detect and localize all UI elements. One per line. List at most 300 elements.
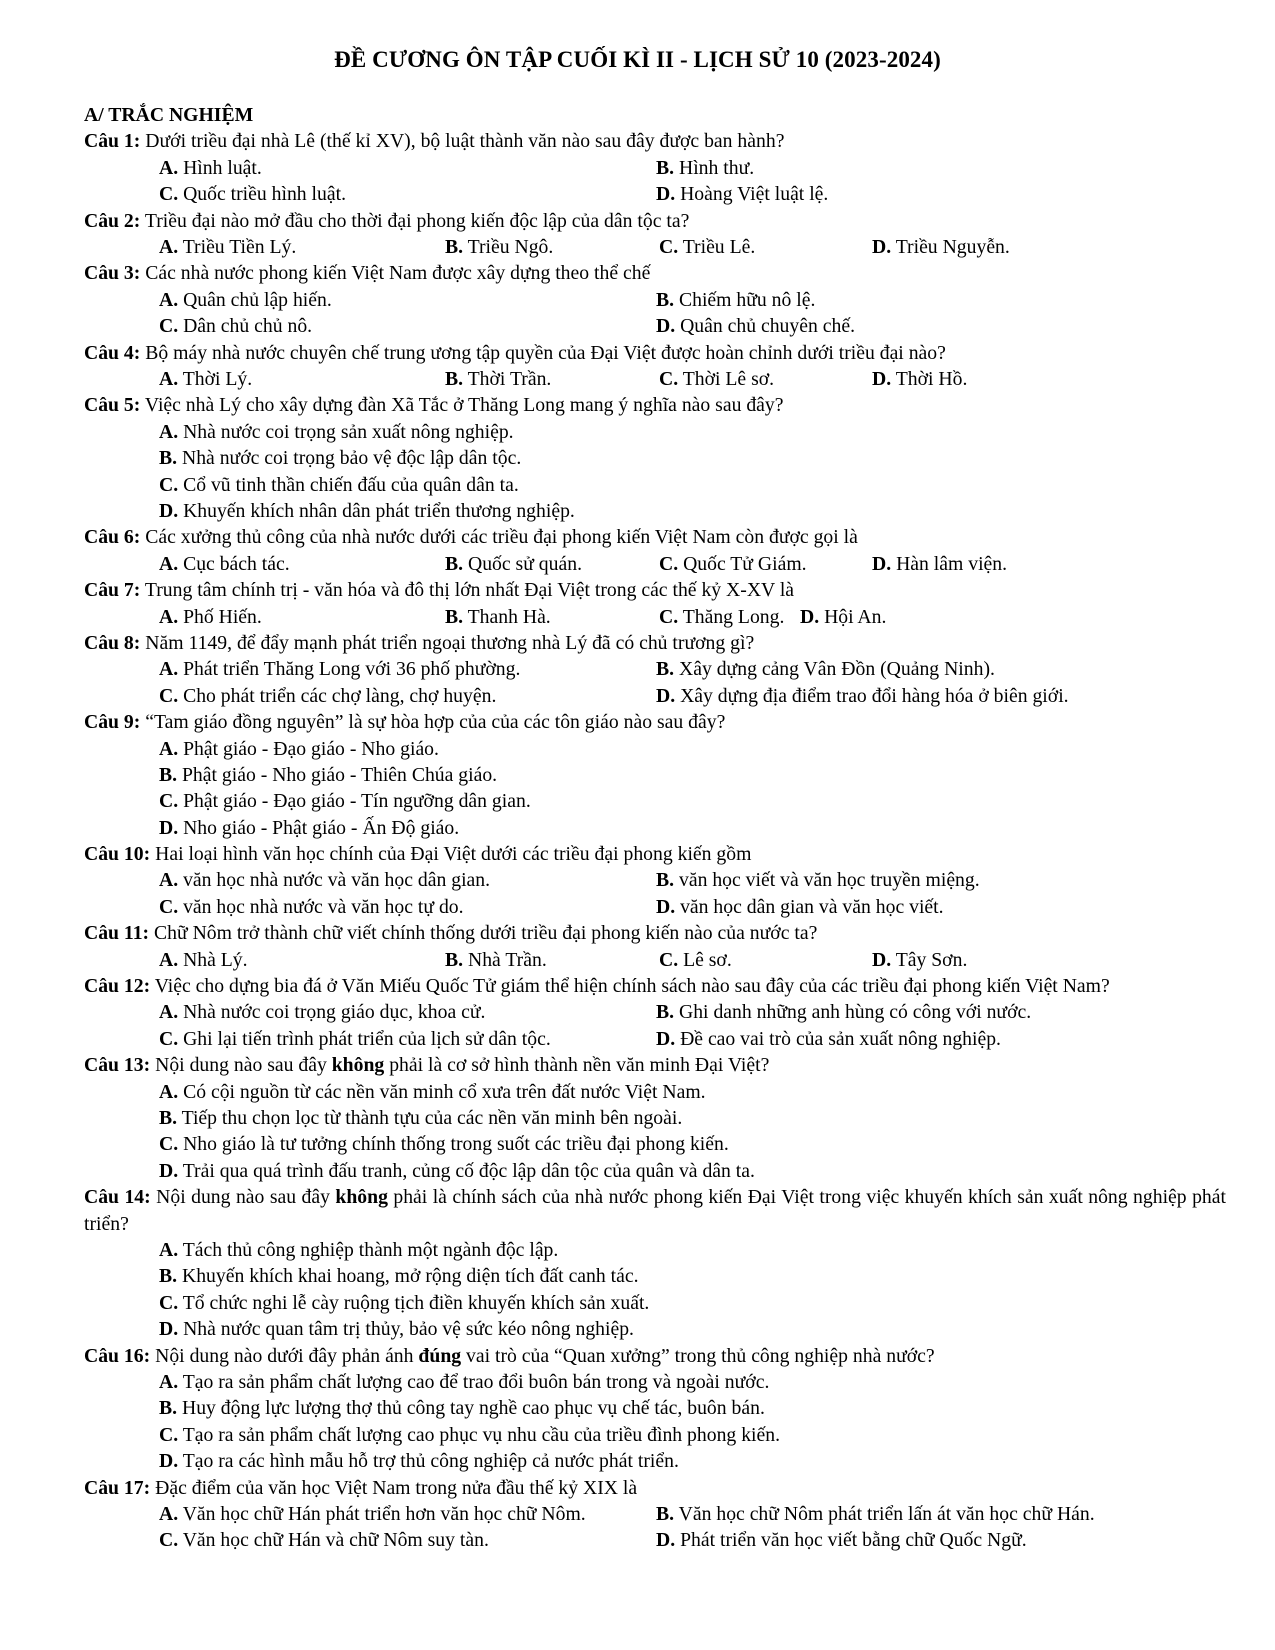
answer-option: [872, 947, 967, 973]
question-text: Các xưởng thủ công của nhà nước dưới các triều đại phong kiến Việt Nam còn được gọi là: [140, 526, 858, 549]
answer-option: [159, 155, 262, 181]
option-row: [84, 1131, 1226, 1157]
question-emphasis: đúng: [418, 1344, 462, 1367]
answer-options: [84, 1237, 1226, 1343]
option-text: Có cội nguồn từ các nền văn minh cổ xưa trên đất nước Việt Nam.: [178, 1080, 706, 1103]
option-row: [84, 683, 1226, 709]
answer-option: [656, 287, 815, 313]
answer-option: [159, 1107, 682, 1129]
answer-options: [84, 999, 1226, 1052]
answer-option: [159, 1081, 706, 1103]
option-text: Ghi danh những anh hùng có công với nước.: [674, 1001, 1032, 1024]
option-text: Nhà nước coi trọng sản xuất nông nghiệp.: [178, 420, 514, 443]
option-text: văn học dân gian và văn học viết.: [675, 895, 944, 918]
question-text: Trung tâm chính trị - văn hóa và đô thị lớn nhất Đại Việt trong các thế kỷ X-XV là: [140, 579, 795, 602]
option-text: Nhà nước coi trọng bảo vệ độc lập dân tộc.: [177, 447, 522, 470]
option-letter: B.: [656, 288, 675, 311]
question-stem: [84, 392, 1226, 418]
question-item: [84, 128, 1226, 207]
answer-option: [159, 683, 496, 709]
answer-option: [659, 366, 774, 392]
question-text: “Tam giáo đồng nguyên” là sự hòa hợp của của các tôn giáo nào sau đây?: [140, 711, 726, 734]
option-letter: A.: [159, 1502, 179, 1525]
option-letter: D.: [656, 183, 676, 206]
option-row: [84, 1263, 1226, 1289]
answer-option: [800, 604, 886, 630]
question-stem: [84, 973, 1226, 999]
answer-option: [159, 1239, 558, 1261]
question-text-cont: phải là cơ sở hình thành nền văn minh Đại Việt?: [384, 1054, 770, 1077]
option-text: Thăng Long.: [678, 605, 785, 628]
question-text: Nội dung nào sau đây: [150, 1054, 332, 1077]
question-item: [84, 1343, 1226, 1475]
option-row: [84, 287, 1226, 313]
option-text: Hình thư.: [674, 156, 755, 179]
question-stem: [84, 1475, 1226, 1501]
option-row: [84, 1369, 1226, 1395]
option-letter: A.: [159, 948, 179, 971]
answer-options: [84, 604, 1226, 630]
option-text: Tiếp thu chọn lọc từ thành tựu của các nền văn minh bên ngoài.: [177, 1107, 683, 1130]
question-item: [84, 1184, 1226, 1342]
option-row: [84, 234, 1226, 260]
option-letter: A.: [159, 288, 179, 311]
option-letter: C.: [159, 1133, 179, 1156]
answer-options: [84, 656, 1226, 709]
option-letter: D.: [872, 235, 892, 258]
question-text: Năm 1149, để đẩy mạnh phát triển ngoại thương nhà Lý đã có chủ trương gì?: [140, 631, 755, 654]
option-text: Nhà Trần.: [463, 948, 547, 971]
option-letter: B.: [656, 156, 675, 179]
question-emphasis: không: [331, 1054, 385, 1077]
answer-option: [872, 551, 1007, 577]
question-text: Việc nhà Lý cho xây dựng đàn Xã Tắc ở Thăng Long mang ý nghĩa nào sau đây?: [140, 394, 784, 417]
answer-options: [84, 867, 1226, 920]
option-text: Văn học chữ Nôm phát triển lấn át văn học chữ Hán.: [674, 1502, 1095, 1525]
answer-option: [159, 447, 521, 469]
answer-option: [872, 234, 1010, 260]
answer-option: [159, 1292, 649, 1314]
question-stem: [84, 841, 1226, 867]
option-letter: B.: [159, 447, 178, 470]
option-row: [84, 762, 1226, 788]
option-text: Tách thủ công nghiệp thành một ngành độc lập.: [178, 1239, 559, 1262]
option-text: Xây dựng cảng Vân Đồn (Quảng Ninh).: [674, 658, 995, 681]
document-title: ĐỀ CƯƠNG ÔN TẬP CUỐI KÌ II - LỊCH SỬ 10 (2023-2024): [334, 47, 941, 72]
question-number: Câu 2:: [84, 209, 141, 232]
option-text: Đề cao vai trò của sản xuất nông nghiệp.: [675, 1027, 1001, 1050]
option-letter: D.: [872, 367, 892, 390]
option-letter: C.: [159, 1529, 179, 1552]
option-row: [84, 1527, 1226, 1553]
question-text: Triều đại nào mở đầu cho thời đại phong kiến độc lập của dân tộc ta?: [140, 209, 690, 232]
option-letter: B.: [445, 605, 464, 628]
question-text: Các nhà nước phong kiến Việt Nam được xây dựng theo thể chế: [140, 262, 651, 285]
question-number: Câu 14:: [84, 1186, 151, 1209]
option-letter: C.: [659, 605, 679, 628]
question-text: Bộ máy nhà nước chuyên chế trung ương tập quyền của Đại Việt được hoàn chỉnh dưới triều đại nào?: [140, 341, 946, 364]
option-row: [84, 1448, 1226, 1474]
option-letter: C.: [659, 948, 679, 971]
answer-option: [159, 656, 520, 682]
option-letter: B.: [656, 658, 675, 681]
option-letter: C.: [159, 1291, 179, 1314]
question-number: Câu 7:: [84, 579, 141, 602]
option-text: Quốc sử quán.: [463, 552, 582, 575]
option-row: [84, 1158, 1226, 1184]
option-row: [84, 445, 1226, 471]
option-letter: B.: [656, 1502, 675, 1525]
option-letter: C.: [159, 315, 179, 338]
option-row: [84, 894, 1226, 920]
answer-options: [84, 1079, 1226, 1185]
option-text: Khuyến khích nhân dân phát triển thương nghiệp.: [178, 499, 575, 522]
question-item: [84, 973, 1226, 1052]
option-text: Xây dựng địa điểm trao đổi hàng hóa ở biên giới.: [675, 684, 1069, 707]
question-stem: [84, 260, 1226, 286]
option-letter: D.: [656, 684, 676, 707]
answer-option: [445, 947, 547, 973]
question-stem: [84, 1343, 1226, 1369]
answer-option: [159, 894, 464, 920]
option-letter: D.: [159, 499, 179, 522]
question-number: Câu 16:: [84, 1344, 151, 1367]
answer-option: [659, 604, 784, 630]
question-stem: [84, 1052, 1226, 1078]
option-row: [84, 656, 1226, 682]
answer-option: [159, 1265, 639, 1287]
question-item: [84, 709, 1226, 841]
answer-options: [84, 1501, 1226, 1554]
option-letter: D.: [159, 1318, 179, 1341]
answer-option: [659, 234, 755, 260]
answer-option: [656, 1527, 1027, 1553]
question-item: [84, 340, 1226, 393]
option-letter: A.: [159, 605, 179, 628]
option-text: Phật giáo - Đạo giáo - Tín ngưỡng dân gian.: [178, 790, 531, 813]
question-number: Câu 6:: [84, 526, 141, 549]
answer-option: [159, 947, 248, 973]
answer-option: [159, 287, 332, 313]
option-text: Tổ chức nghi lễ cày ruộng tịch điền khuyến khích sản xuất.: [178, 1291, 650, 1314]
option-text: Tạo ra sản phẩm chất lượng cao để trao đổi buôn bán trong và ngoài nước.: [178, 1371, 770, 1393]
answer-option: [445, 604, 551, 630]
answer-option: [159, 551, 290, 577]
option-row: [84, 1395, 1226, 1421]
question-number: Câu 5:: [84, 394, 141, 417]
option-text: Triều Nguyễn.: [891, 235, 1010, 258]
option-letter: C.: [159, 473, 179, 496]
option-text: Cổ vũ tinh thần chiến đấu của quân dân ta.: [178, 473, 519, 496]
option-text: Huy động lực lượng thợ thủ công tay nghề cao phục vụ chế tác, buôn bán.: [177, 1397, 765, 1420]
question-stem: [84, 208, 1226, 234]
option-row: [84, 472, 1226, 498]
option-letter: A.: [159, 869, 179, 892]
answer-option: [159, 1133, 729, 1155]
question-stem: [84, 709, 1226, 735]
question-number: Câu 13:: [84, 1054, 151, 1077]
option-text: Quân chủ chuyên chế.: [675, 315, 855, 338]
question-stem: [84, 630, 1226, 656]
option-row: [84, 1290, 1226, 1316]
question-number: Câu 17:: [84, 1476, 151, 1499]
option-letter: A.: [159, 1080, 179, 1103]
option-letter: D.: [159, 816, 179, 839]
option-letter: D.: [872, 948, 892, 971]
option-row: [84, 155, 1226, 181]
option-text: Hội An.: [819, 605, 887, 628]
option-letter: D.: [656, 895, 676, 918]
question-text-cont: vai trò của “Quan xưởng” trong thủ công nghiệp nhà nước?: [461, 1344, 935, 1367]
answer-option: [159, 234, 296, 260]
option-row: [84, 815, 1226, 841]
option-letter: D.: [656, 1027, 676, 1050]
question-text: Đặc điểm của văn học Việt Nam trong nửa đầu thế kỷ XIX là: [150, 1476, 638, 1499]
answer-option: [159, 604, 262, 630]
answer-option: [656, 656, 995, 682]
option-letter: B.: [445, 235, 464, 258]
option-letter: D.: [800, 605, 820, 628]
question-text: Nội dung nào dưới đây phản ánh: [150, 1344, 419, 1367]
answer-option: [159, 1501, 586, 1527]
question-item: [84, 630, 1226, 709]
question-number: Câu 8:: [84, 631, 141, 654]
answer-option: [159, 474, 519, 496]
question-stem: [84, 128, 1226, 154]
option-letter: C.: [659, 552, 679, 575]
option-text: Phát triển văn học viết bằng chữ Quốc Ngữ.: [675, 1529, 1027, 1552]
option-row: [84, 947, 1226, 973]
answer-option: [159, 313, 312, 339]
option-row: [84, 1316, 1226, 1342]
option-row: [84, 551, 1226, 577]
option-letter: A.: [159, 1001, 179, 1024]
answer-options: [84, 736, 1226, 842]
question-text-cont: phải là chính sách của nhà nước phong kiến Đại Việt trong việc khuyến khích sản xuất nông nghiệp phát triển?: [84, 1186, 1226, 1235]
option-text: Dân chủ chủ nô.: [178, 315, 313, 338]
option-text: Lê sơ.: [678, 948, 732, 971]
answer-option: [159, 500, 575, 522]
answer-option: [159, 1318, 634, 1340]
answer-options: [84, 551, 1226, 577]
answer-option: [872, 366, 967, 392]
option-letter: A.: [159, 156, 179, 179]
answer-option: [656, 1501, 1095, 1527]
option-row: [84, 1237, 1226, 1263]
option-row: [84, 736, 1226, 762]
option-text: Thời Lê sơ.: [678, 367, 775, 390]
option-text: Quốc triều hình luật.: [178, 183, 346, 206]
option-text: Thời Hồ.: [891, 367, 968, 390]
answer-option: [159, 1527, 489, 1553]
answer-option: [656, 1026, 1001, 1052]
option-text: văn học nhà nước và văn học tự do.: [178, 895, 464, 918]
option-text: Chiếm hữu nô lệ.: [674, 288, 816, 311]
question-item: [84, 208, 1226, 261]
option-text: Văn học chữ Hán phát triển hơn văn học chữ Nôm.: [178, 1502, 586, 1525]
option-row: [84, 1422, 1226, 1448]
option-text: Nho giáo - Phật giáo - Ấn Độ giáo.: [178, 816, 460, 839]
option-row: [84, 313, 1226, 339]
option-letter: A.: [159, 658, 179, 681]
answer-option: [159, 1160, 755, 1182]
answer-options: [84, 1369, 1226, 1475]
answer-option: [159, 181, 346, 207]
question-number: Câu 11:: [84, 922, 150, 945]
option-text: Tạo ra các hình mẫu hỗ trợ thủ công nghiệp cả nước phát triển.: [178, 1450, 679, 1473]
answer-option: [659, 551, 807, 577]
answer-option: [159, 1450, 679, 1472]
answer-option: [159, 817, 459, 839]
option-letter: B.: [159, 763, 178, 786]
option-letter: B.: [445, 367, 464, 390]
answer-option: [656, 313, 855, 339]
option-letter: C.: [659, 235, 679, 258]
answer-option: [159, 999, 485, 1025]
question-item: [84, 1475, 1226, 1554]
option-text: Hoàng Việt luật lệ.: [675, 183, 829, 206]
answer-option: [445, 366, 551, 392]
option-text: Cho phát triển các chợ làng, chợ huyện.: [178, 684, 497, 707]
question-list: [84, 102, 1226, 1554]
option-letter: A.: [159, 367, 179, 390]
option-row: [84, 867, 1226, 893]
option-letter: D.: [159, 1159, 179, 1182]
option-row: [84, 1105, 1226, 1131]
option-row: [84, 181, 1226, 207]
question-number: Câu 10:: [84, 843, 151, 866]
answer-option: [159, 421, 514, 443]
option-letter: A.: [159, 552, 179, 575]
option-letter: B.: [159, 1107, 178, 1130]
option-text: Cục bách tác.: [178, 552, 290, 575]
question-item: [84, 841, 1226, 920]
answer-option: [445, 234, 553, 260]
option-letter: D.: [656, 315, 676, 338]
question-text: Chữ Nôm trở thành chữ viết chính thống dưới triều đại phong kiến nào của nước ta?: [149, 922, 818, 945]
question-text: Việc cho dựng bia đá ở Văn Miếu Quốc Tử giám thể hiện chính sách nào sau đây của các triều đại phong kiến Việt Nam?: [150, 975, 1110, 998]
answer-option: [159, 1424, 780, 1446]
answer-options: [84, 419, 1226, 525]
question-item: [84, 524, 1226, 577]
option-letter: C.: [159, 1423, 179, 1446]
answer-option: [656, 894, 944, 920]
question-text: Nội dung nào sau đây: [150, 1186, 336, 1209]
question-stem: [84, 524, 1226, 550]
answer-option: [159, 764, 497, 786]
answer-option: [159, 790, 531, 812]
question-item: [84, 260, 1226, 339]
question-number: Câu 4:: [84, 341, 141, 364]
option-text: Phật giáo - Nho giáo - Thiên Chúa giáo.: [177, 763, 498, 786]
option-text: Nhà nước quan tâm trị thủy, bảo vệ sức kéo nông nghiệp.: [178, 1318, 634, 1341]
answer-option: [656, 683, 1069, 709]
option-letter: B.: [445, 948, 464, 971]
option-letter: D.: [656, 1529, 676, 1552]
option-text: Triều Ngô.: [463, 235, 554, 258]
option-letter: A.: [159, 1239, 179, 1262]
option-text: Quân chủ lập hiến.: [178, 288, 332, 311]
answer-options: [84, 234, 1226, 260]
question-item: [84, 392, 1226, 524]
answer-option: [656, 181, 828, 207]
question-text: Dưới triều đại nhà Lê (thế kỉ XV), bộ luật thành văn nào sau đây được ban hành?: [140, 130, 785, 153]
option-letter: C.: [159, 684, 179, 707]
option-text: Thời Lý.: [178, 367, 253, 390]
option-letter: D.: [872, 552, 892, 575]
question-stem: [84, 920, 1226, 946]
answer-option: [445, 551, 582, 577]
question-number: Câu 9:: [84, 711, 141, 734]
option-row: [84, 604, 1226, 630]
answer-option: [159, 1397, 765, 1419]
option-letter: A.: [159, 235, 179, 258]
option-text: Hàn lâm viện.: [891, 552, 1008, 575]
option-text: Phố Hiến.: [178, 605, 262, 628]
answer-option: [159, 366, 252, 392]
option-row: [84, 1079, 1226, 1105]
option-letter: A.: [159, 737, 179, 760]
question-text: Hai loại hình văn học chính của Đại Việt dưới các triều đại phong kiến gồm: [150, 843, 752, 866]
option-text: Nhà nước coi trọng giáo dục, khoa cử.: [178, 1001, 486, 1024]
option-text: Hình luật.: [178, 156, 262, 179]
option-text: Tây Sơn.: [891, 948, 968, 971]
answer-option: [159, 1371, 769, 1393]
question-item: [84, 920, 1226, 973]
option-letter: A.: [159, 420, 179, 443]
option-row: [84, 999, 1226, 1025]
option-text: Phật giáo - Đạo giáo - Nho giáo.: [178, 737, 439, 760]
section-heading: A/ TRẮC NGHIỆM: [84, 104, 254, 126]
option-text: Khuyến khích khai hoang, mở rộng diện tích đất canh tác.: [177, 1265, 639, 1288]
option-letter: C.: [159, 183, 179, 206]
answer-option: [159, 1026, 551, 1052]
answer-option: [659, 947, 732, 973]
option-letter: B.: [159, 1265, 178, 1288]
question-stem: [84, 577, 1226, 603]
option-text: Triều Tiền Lý.: [178, 235, 297, 258]
option-text: Ghi lại tiến trình phát triển của lịch sử dân tộc.: [178, 1027, 551, 1050]
option-letter: A.: [159, 1371, 179, 1393]
option-letter: C.: [159, 790, 179, 813]
option-letter: B.: [656, 869, 675, 892]
option-letter: C.: [159, 1027, 179, 1050]
question-emphasis: không: [335, 1186, 388, 1209]
option-text: Thời Trần.: [463, 367, 552, 390]
option-letter: B.: [445, 552, 464, 575]
answer-option: [159, 867, 490, 893]
answer-options: [84, 287, 1226, 340]
option-text: văn học viết và văn học truyền miệng.: [674, 869, 980, 892]
answer-option: [656, 155, 754, 181]
answer-options: [84, 947, 1226, 973]
option-letter: C.: [659, 367, 679, 390]
question-item: [84, 577, 1226, 630]
option-text: Nhà Lý.: [178, 948, 248, 971]
option-text: văn học nhà nước và văn học dân gian.: [178, 869, 491, 892]
answer-option: [159, 738, 439, 760]
answer-options: [84, 366, 1226, 392]
option-letter: B.: [656, 1001, 675, 1024]
option-text: Quốc Tử Giám.: [678, 552, 807, 575]
option-letter: C.: [159, 895, 179, 918]
option-row: [84, 788, 1226, 814]
question-number: Câu 1:: [84, 130, 141, 153]
question-number: Câu 12:: [84, 975, 151, 998]
option-row: [84, 419, 1226, 445]
question-item: [84, 1052, 1226, 1184]
option-text: Nho giáo là tư tưởng chính thống trong suốt các triều đại phong kiến.: [178, 1133, 729, 1156]
